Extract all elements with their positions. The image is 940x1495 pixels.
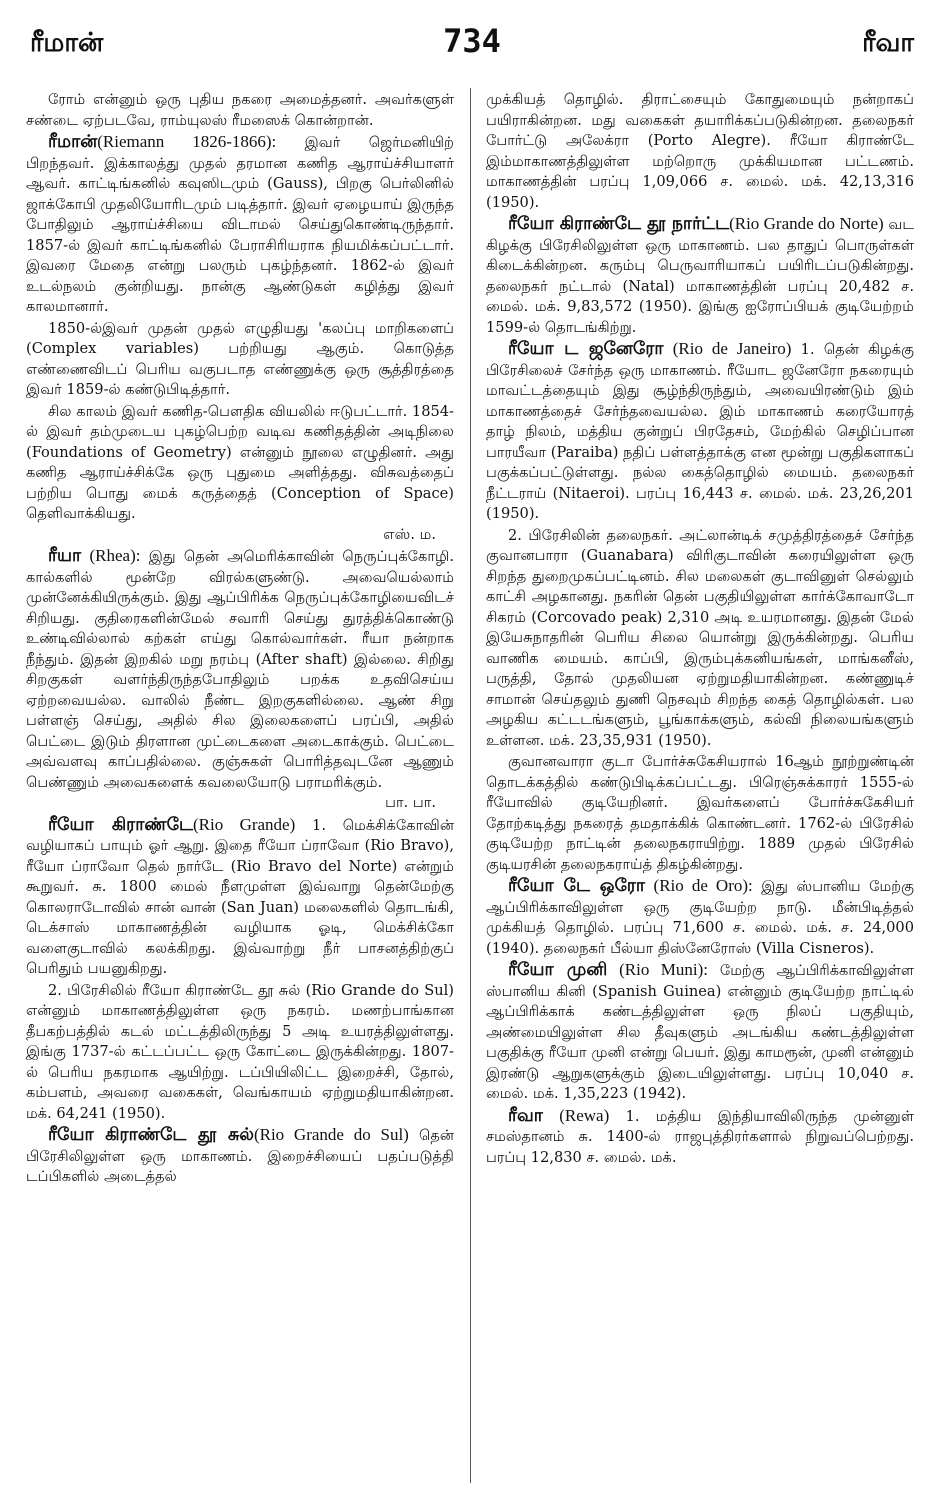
entry-text: 1. மத்திய இந்தியாவிலிருந்த முன்னுள் சமஸ்தானம் சு. 1400-ல் ராஜபுத்திரர்களால் நிறுவப்பெற்றது. பரப்பு 12,830 ச. மைல். மக். — [486, 1107, 914, 1166]
column-divider — [470, 88, 471, 1483]
page-number: 734 — [443, 22, 501, 60]
entry-paragraph — [486, 214, 914, 338]
entry-latin: (Rio Muni): — [619, 960, 708, 979]
entry-headword: ரீமான் — [48, 132, 98, 152]
entry-text: 1850-ல்இவர் முதன் முதல் எழுதியது 'கலப்பு மாறிகளைப் (Complex variables) பற்றியது ஆகும். கொடுத்த எண்ணைவிடப் பெரிய வகுபடாத எண்ணுக்கு ஒரு சூத்திரத்தை இவர் 1859-ல் கண்டுபிடித்தார். — [26, 319, 454, 398]
entry-latin: (Rewa) — [559, 1105, 610, 1125]
entry-headword: ரீயோ கிராண்டே தூ சுல் — [48, 1125, 254, 1145]
entry-text: முக்கியத் தொழில். திராட்சையும் கோதுமையும் நன்றாகப் பயிராகின்றன. மது வகைகள் தயாரிக்கப்படுகின்றன. தலைநகர் போர்ட்டு அலேக்ரா (Porto Alegre). ரீயோ கிராண்டே இம்மாகாணத்திலுள்ள மற்றொரு முக்கியமான பட்டணம். மாகாணத்தின் பரப்பு 1,09,066 ச. மைல். மக். 42,13,316 (1950). — [486, 91, 914, 211]
entry-paragraph — [486, 90, 914, 213]
entry-text: ரோம் என்னும் ஒரு புதிய நகரை அமைத்தனர். அவர்களுள் சண்டை ஏற்படவே, ராம்யுலஸ் ரீமஸைக் கொன்றான். — [26, 91, 454, 129]
entry-text: இது ஸ்பானிய மேற்கு ஆப்பிரிக்காவிலுள்ள ஒரு குடியேற்ற நாடு. மீன்பிடித்தல் முக்கியத் தொழில். பரப்பு 71,600 ச. மைல். மக். ச. 24,000 (1940). தலைநகர் பீல்யா திஸ்னேரோஸ் (Villa Cisneros). — [486, 878, 914, 957]
entry-headword: ரீயோ டே ஒரோ — [508, 876, 646, 896]
header-right-word: ரீவா — [862, 28, 914, 58]
entry-text: குவானவாரா குடா போர்ச்சுகேசியரால் 16ஆம் நூற்றுண்டின் தொடக்கத்தில் கண்டுபிடிக்கப்பட்டது. பிரெஞ்சுக்காரர் 1555-ல் ரீயோவில் குடியேறினர். இவர்களைப் போர்ச்சுகேசியர் தோற்கடித்து நகரைத் தமதாக்கிக் கொண்டனர். 1762-ல் பிரேசில் குடியேற்ற நாட்டின் தலைநகராயிற்று. 1889 முதல் பிரேசில் குடியரசின் தலைநகராய்த் திகழ்கின்றது. — [486, 753, 914, 873]
entry-text: வட கிழக்கு பிரேசிலிலுள்ள ஒரு மாகாணம். பல தாதுப் பொருள்கள் கிடைக்கின்றன. கரும்பு பெருவாரியாகப் பயிரிடப்படுகின்றது. தலைநகர் நட்டால் (Natal) மாகாணத்தின் பரப்பு 20,482 ச. மைல். மக். 9,83,572 (1950). இங்கு ஐரோப்பியக் குடியேற்றம் 1599-ல் தொடங்கிற்று. — [486, 216, 914, 336]
header-left-word: ரீமான் — [30, 28, 104, 58]
entry-headword: ரீயா — [48, 546, 82, 566]
entry-headword: ரீயோ கிராண்டே — [48, 814, 193, 835]
page-header — [26, 22, 918, 70]
entry-latin: (Riemann 1826-1866): — [97, 132, 277, 151]
entry-headword: ரீவா — [508, 1105, 543, 1126]
entry-paragraph — [486, 960, 914, 1105]
entry-text: 1. மெக்சிக்கோவின் வழியாகப் பாயும் ஓர் ஆறு. இதை ரீயோ ப்ராவோ (Rio Bravo), ரீயோ ப்ராவோ தெல் நார்டே (Rio Bravo del Norte) என்றும் கூறுவர். சு. 1800 மைல் நீளமுள்ள இவ்வாறு தென்மேற்கு கொலராடோவில் சான் வான் (San Juan) மலைகளில் தொடங்கி, டெக்சாஸ் மாகாணத்தின் வழியாக ஓடி, மெக்சிக்கோ வளைகுடாவில் கலக்கிறது. இவ்வாற்று நீர் பாசனத்திற்குப் பெரிதும் பயனுகிறது. — [26, 816, 454, 977]
author-signature: பா. பா. — [385, 794, 436, 811]
entry-headword: ரீயோ முனி — [508, 960, 608, 980]
entry-latin: (Rio de Oro): — [653, 876, 753, 895]
entry-paragraph — [26, 1125, 454, 1188]
entry-text: 1. தென் கிழக்கு பிரேசிலைச் சேர்ந்த ஒரு மாகாணம். ரீயோட ஜனேரோ நகரையும் மாவட்டத்தையும் இது சூழ்ந்திருந்தும், அவையிரண்டும் இம் மாகாணத்தைச் சேர்ந்தவையல்ல. இம் மாகாணம் கரையோரத் தாழ் நிலம், மத்திய குன்றுப் பிரதேசம், மேற்கில் செழிப்பான பாரயீவா (Paraiba) நதிப் பள்ளத்தாக்கு என மூன்று பகுதிகளாகப் பகுக்கப்பட்டுள்ளது. நல்ல கைத்தொழில் மையம். தலைநகர் நீட்டராய் (Nitaeroi). பரப்பு 16,443 ச. மைல். மக். 23,26,201 (1950). — [486, 341, 914, 522]
entry-paragraph — [26, 90, 454, 131]
left-column — [26, 90, 454, 1485]
entry-text: 2. பிரேசிலில் ரீயோ கிராண்டே தூ சுல் (Rio Grande do Sul) என்னும் மாகாணத்திலுள்ள ஒரு நகரம். மணற்பாங்கான தீபகற்பத்தில் கடல் மட்டத்திலிருந்து 5 அடி உயரத்திலுள்ளது. இங்கு 1737-ல் கட்டப்பட்ட ஒரு கோட்டை இருக்கின்றது. 1807-ல் பெரிய நகரமாக ஆயிற்று. டப்பியிலிட்ட இறைச்சி, தோல், கம்பளம், அவரை வகைகள், வெங்காயம் ஏற்றுமதியாகின்றன. மக். 64,241 (1950). — [26, 981, 454, 1122]
entry-text: தென் பிரேசிலிலுள்ள ஒரு மாகாணம். இறைச்சியைப் பதப்படுத்தி டப்பிகளில் அடைத்தல் — [26, 1127, 454, 1185]
entry-paragraph — [486, 1106, 914, 1169]
entry-paragraph — [486, 526, 914, 752]
entry-paragraph — [26, 815, 454, 980]
entry-text: 2. பிரேசிலின் தலைநகர். அட்லான்டிக் சமுத்திரத்தைச் சேர்ந்த குவானபாரா (Guanabara) விரிகுடாவின் கரையிலுள்ள ஒரு சிறந்த துறைமுகப்பட்டினம். சில மலைகள் குடாவினுள் செல்லும் காட்சி அழகானது. நகரின் தென் பகுதியிலுள்ள கார்க்கோவாடோ சிகரம் (Corcovado peak) 2,310 அடி உயரமானது. இதன் மேல் இயேசுநாதரின் பெரிய சிலை யொன்று இருக்கின்றது. பெரிய வாணிக மையம். காப்பி, இரும்புக்கனியங்கள், மாங்கனீஸ், பருத்தி, தோல் முதலியன ஏற்றுமதியாகின்றன. கண்ணுடிச் சாமான் செய்தலும் துணி நெசவும் சிறந்த கைத் தொழில்கள். பல அழகிய கட்டடங்களும், பூங்காக்களும், கல்வி நிலையங்களும் உள்ளன. மக். 23,35,931 (1950). — [486, 526, 914, 749]
entry-text: மேற்கு ஆப்பிரிக்காவிலுள்ள ஸ்பானிய கினி (Spanish Guinea) என்னும் குடியேற்ற நாட்டில் ஆப்பிரிக்காக் கண்டத்திலுள்ள ஒரு நிலப் பகுதியும், அண்மையிலுள்ள சில தீவுகளும் அடங்கிய கண்டத்திலுள்ள பகுதிக்கு ரீயோ முனி என்று பெயர். இது காமரூன், முனி என்னும் இரண்டு ஆறுகளுக்கும் இடையிலுள்ளது. பரப்பு 10,040 ச. மைல். மக். 1,35,223 (1942). — [486, 962, 914, 1102]
entry-paragraph — [26, 402, 454, 546]
entry-text: இது தென் அமெரிக்காவின் நெருப்புக்கோழி. கால்களில் மூன்றே விரல்களுண்டு. அவையெல்லாம் முன்னேக்கியிருக்கும். இது ஆப்பிரிக்க நெருப்புக்கோழியைவிடச் சிறியது. குதிரைகளின்மேல் சவாரி செய்து துரத்திக்கொண்டு உண்டிவில்லால் கற்கள் எய்து கொல்வார்கள். ரீயா நன்றாக நீந்தும். இதன் இறகில் மறு நரம்பு (After shaft) இல்லை. சிறிது சிறகுகள் வளர்ந்திருந்தபோதிலும் பறக்க உதவிசெய்ய ஏற்றவையல்ல. வாலில் நீண்ட இறகுகளில்லை. ஆண் சிறு பள்ளஞ் செய்து, அதில் சில இலைகளைப் பரப்பி, அதில் பெட்டை இடும் திரளான முட்டைகளை அடைகாக்கும். பெட்டை அவ்வளவு காப்பதில்லை. குஞ்சுகள் பொரித்தவுடனே ஆணும் பெண்ணும் அவைகளைக் கவலையோடு பராமரிக்கும். — [26, 548, 454, 791]
entry-text: சில காலம் இவர் கணித-பௌதிக வியலில் ஈடுபட்டார். 1854-ல் இவர் தம்முடைய புகழ்பெற்ற வடிவ கணிதத்தின் அடிநிலை (Foundations of Geometry) என்னும் நூலை எழுதினர். அது கணித ஆராய்ச்சிக்கே ஒரு புதுமை அளித்தது. விசுவத்தைப் பற்றிய பொது மைக் கருத்தைத் (Conception of Space) தெளிவாக்கியது. — [26, 402, 454, 522]
entry-latin: (Rhea): — [89, 546, 141, 565]
entry-latin: (Rio de Janeiro) — [672, 339, 792, 358]
entry-latin: (Rio Grande) — [192, 814, 296, 834]
entry-paragraph — [26, 319, 454, 401]
entry-text: இவர் ஜெர்மனியிற் பிறந்தவர். இக்காலத்து முதல் தரமான கணித ஆராய்ச்சியாளர் ஆவர். காட்டிங்கனில் கவுஸிடமும் (Gauss), பிறகு பெர்லினில் ஜாக்கோபி முதலியோரிடமும் படித்தார். இவர் ஏழையாய் இருந்த போதிலும் ஆராய்ச்சியை விடாமல் செய்துகொண்டிருந்தார். 1857-ல் இவர் காட்டிங்கனில் பேராசிரியராக நியமிக்கப்பட்டார். இவரை மேதை என்று பலரும் புகழ்ந்தனர். 1862-ல் இவர் உடல்நலம் குன்றியது. நான்கு ஆண்டுகள் கழித்து இவர் காலமானார். — [26, 134, 454, 315]
entry-paragraph — [26, 546, 454, 814]
entry-paragraph — [486, 752, 914, 875]
entry-paragraph — [486, 876, 914, 959]
entry-headword: ரீயோ கிராண்டே தூ நார்ட்ட — [508, 214, 730, 234]
entry-paragraph — [26, 132, 454, 318]
right-column — [486, 90, 914, 1485]
entry-paragraph — [486, 339, 914, 525]
entry-latin: (Rio Grande do Sul) — [253, 1125, 409, 1144]
entry-latin: (Rio Grande do Norte) — [729, 214, 884, 233]
entry-paragraph — [26, 981, 454, 1125]
entry-headword: ரீயோ ட ஜனேரோ — [508, 339, 664, 359]
author-signature: எஸ். ம. — [383, 525, 436, 543]
